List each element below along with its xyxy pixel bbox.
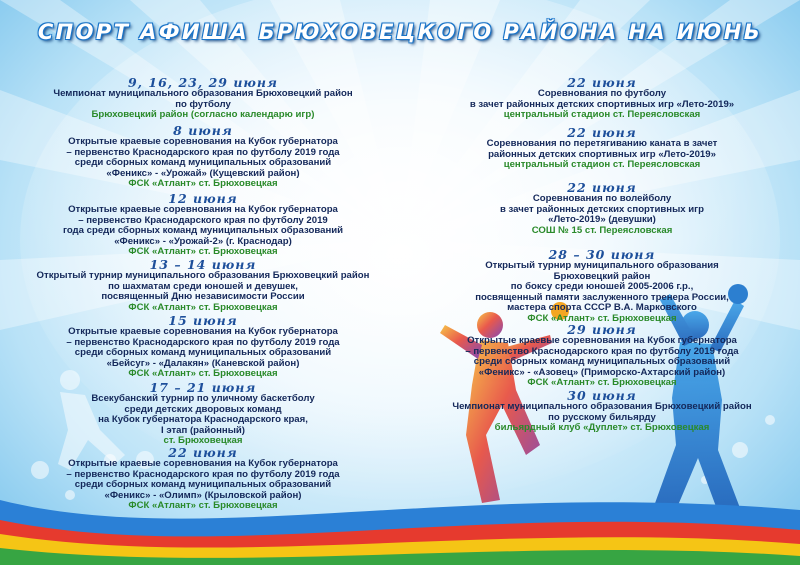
event-description-line: – первенство Краснодарского края по футболу 2019 года (66, 336, 340, 348)
event-description-line: Чемпионат муниципального образования Брюховецкий район (53, 88, 353, 99)
event-description-line: Открытый турнир муниципального образования (485, 260, 719, 271)
event-description-line: – первенство Краснодарского края по футболу 2019 (78, 214, 328, 226)
event-description-line: Открытые краевые соревнования на Кубок губернатора (68, 326, 338, 337)
event-description-line: посвященный памяти заслуженного тренера России, (475, 291, 729, 303)
event-block (432, 248, 772, 325)
event-description-line: «Лето-2019» (девушки) (548, 214, 656, 226)
event-block (28, 124, 378, 190)
event-description-line: «Бейсуг» - «Далакян» (Каневской район) (106, 357, 300, 369)
event-description-line: мастера спорта СССР В.А. Марковского (507, 302, 697, 314)
event-description-line: Открытые краевые соревнования на Кубок губернатора (68, 458, 338, 469)
event-date: 8 июня (173, 123, 233, 138)
event-description-line: Чемпионат муниципального образования Брюховецкий район (452, 401, 752, 412)
event-location: ст. Брюховецкая (163, 435, 243, 447)
event-description-line: Соревнования по перетягиванию каната в зачет (486, 138, 718, 149)
event-description-line: Брюховецкий район (553, 270, 651, 282)
event-date: 29 июня (567, 322, 637, 337)
event-description-line: Открытые краевые соревнования на Кубок губернатора (68, 136, 338, 147)
event-block (28, 314, 378, 380)
event-date: 22 июня (168, 445, 238, 460)
event-description-line: по футболу (175, 98, 231, 110)
event-description-line: – первенство Краснодарского края по футболу 2019 года (465, 345, 739, 357)
event-date: 22 июня (567, 75, 637, 90)
event-block (28, 258, 378, 313)
event-location: центральный стадион ст. Переясловская (503, 159, 701, 171)
event-location: ФСК «Атлант» ст. Брюховецкая (527, 377, 677, 389)
event-location: ФСК «Атлант» ст. Брюховецкая (128, 500, 278, 512)
event-date: 28 – 30 июня (548, 247, 656, 262)
event-block (432, 323, 772, 389)
event-description-line: Всекубанский турнир по уличному баскетболу (91, 393, 315, 404)
event-description-line: в зачет районных детских спортивных игр «Лето-2019» (469, 98, 735, 110)
event-block (28, 446, 378, 512)
event-description-line: среди детских дворовых команд (124, 403, 282, 415)
event-date: 12 июня (168, 191, 238, 206)
event-description-line: по русскому бильярду (548, 411, 656, 423)
event-description-line: «Феникс» - «Урожай-2» (г. Краснодар) (114, 235, 292, 247)
event-description-line: I этап (районный) (160, 424, 246, 436)
event-location: ФСК «Атлант» ст. Брюховецкая (128, 301, 278, 313)
event-block (28, 76, 378, 121)
event-block (28, 381, 378, 447)
event-description-line: «Феникс» - «Олимп» (Крыловской район) (104, 489, 302, 501)
event-description-line: Открытые краевые соревнования на Кубок губернатора (467, 335, 737, 346)
event-description-line: по боксу среди юношей 2005-2006 г.р., (510, 281, 694, 293)
event-date: 30 июня (567, 388, 637, 403)
event-location: центральный стадион ст. Переясловская (503, 109, 701, 121)
event-description-line: среди сборных команд муниципальных образований (473, 356, 731, 368)
event-location: ФСК «Атлант» ст. Брюховецкая (128, 246, 278, 258)
event-description-line: года среди сборных команд муниципальных образований (62, 225, 344, 237)
event-block (432, 126, 772, 171)
event-location: Брюховецкий район (согласно календарю игр) (91, 109, 315, 121)
event-description-line: среди сборных команд муниципальных образований (74, 347, 332, 359)
event-location: ФСК «Атлант» ст. Брюховецкая (128, 178, 278, 190)
event-location: ФСК «Атлант» ст. Брюховецкая (128, 368, 278, 380)
event-location: СОШ № 15 ст. Переясловская (531, 224, 673, 236)
event-date: 17 – 21 июня (149, 380, 257, 395)
event-block (432, 76, 772, 121)
event-block (432, 181, 772, 236)
event-description-line: посвященный Дню независимости России (101, 291, 305, 303)
event-description-line: «Феникс» - «Азовец» (Приморско-Ахтарский район) (478, 366, 726, 378)
event-description-line: Открытые краевые соревнования на Кубок губернатора (68, 204, 338, 215)
event-location: бильярдный клуб «Дуплет» ст. Брюховецкая (494, 422, 710, 434)
event-date: 22 июня (567, 180, 637, 195)
event-description-line: Соревнования по волейболу (532, 193, 672, 204)
event-block (28, 192, 378, 258)
event-description-line: по шахматам среди юношей и девушек, (108, 280, 298, 292)
event-description-line: «Феникс» - «Урожай» (Кущевский район) (106, 167, 300, 179)
event-block (432, 389, 772, 434)
event-date: 9, 16, 23, 29 июня (127, 75, 278, 90)
event-description-line: на Кубок губернатора Краснодарского края, (98, 414, 308, 426)
event-location: ФСК «Атлант» ст. Брюховецкая (527, 312, 677, 324)
event-description-line: среди сборных команд муниципальных образований (74, 479, 332, 491)
event-date: 22 июня (567, 125, 637, 140)
event-description-line: – первенство Краснодарского края по футболу 2019 года (66, 146, 340, 158)
event-description-line: в зачет районных детских спортивных игр (499, 203, 705, 215)
event-description-line: среди сборных команд муниципальных образований (74, 157, 332, 169)
event-description-line: районных детских спортивных игр «Лето-2019» (488, 148, 716, 160)
event-date: 15 июня (168, 313, 238, 328)
event-description-line: Соревнования по футболу (537, 88, 667, 99)
event-description-line: – первенство Краснодарского края по футболу 2019 года (66, 468, 340, 480)
event-date: 13 – 14 июня (149, 257, 257, 272)
page-title: СПОРТ АФИША БРЮХОВЕЦКОГО РАЙОНА НА ИЮНЬ (37, 20, 763, 44)
event-description-line: Открытый турнир муниципального образования Брюховецкий район (36, 270, 370, 281)
